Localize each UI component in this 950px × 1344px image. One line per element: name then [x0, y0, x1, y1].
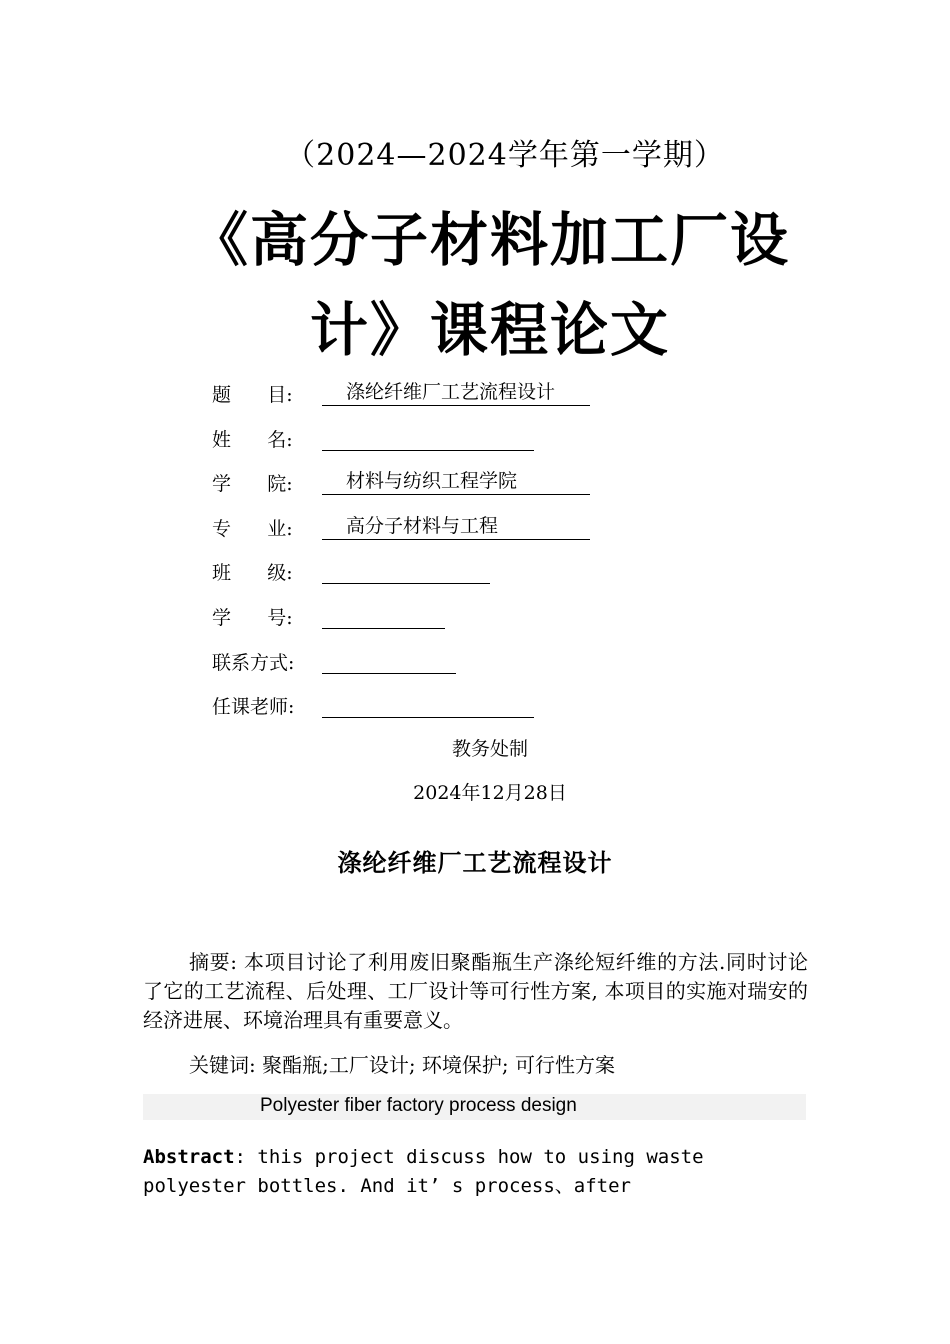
abstract-label: Abstract	[143, 1146, 235, 1168]
english-abstract-line-1	[143, 1143, 808, 1172]
info-value-field	[322, 690, 534, 718]
cover-date: 2024年12月28日	[413, 782, 567, 804]
info-value-field	[322, 646, 456, 674]
info-value-field: 涤纶纤维厂工艺流程设计	[322, 378, 590, 406]
info-label: 学 号:	[212, 606, 293, 629]
info-value-field: 高分子材料与工程	[322, 512, 590, 540]
course-title-line-1: 《高分子材料加工厂设	[190, 206, 791, 274]
info-label: 专 业:	[212, 517, 293, 540]
info-label: 联系方式:	[212, 651, 295, 674]
english-abstract	[143, 1143, 808, 1201]
info-value-field	[322, 556, 490, 584]
semester-heading: （2024—2024学年第一学期）	[285, 138, 725, 173]
info-value-field	[322, 423, 534, 451]
english-title: Polyester fiber factory process design	[260, 1095, 577, 1116]
paper-title: 涤纶纤维厂工艺流程设计	[337, 848, 613, 877]
info-label: 任课老师:	[212, 696, 295, 719]
chinese-abstract: 摘要: 本项目讨论了利用废旧聚酯瓶生产涤纶短纤维的方法.同时讨论了它的工艺流程、后处理、工厂设计等可行性方案, 本项目的实施对瑞安的经济进展、环境治理具有重要意义。	[143, 950, 808, 1032]
info-label: 题 目:	[212, 384, 293, 406]
info-value-field: 材料与纺织工程学院	[322, 467, 590, 495]
english-abstract-text-1: : this project discuss how to using waste	[234, 1146, 704, 1168]
english-abstract-line-2: polyester bottles. And it’ s process、after	[143, 1175, 631, 1197]
info-value-field	[322, 601, 445, 629]
info-label: 班 级:	[212, 562, 293, 585]
info-label: 学 院:	[212, 473, 293, 496]
course-title	[190, 195, 790, 375]
info-label: 姓 名:	[212, 428, 293, 451]
english-title-bar	[143, 1094, 806, 1120]
chinese-keywords: 关键词: 聚酯瓶;工厂设计; 环境保护; 可行性方案	[189, 1053, 616, 1077]
issuing-office: 教务处制	[451, 738, 528, 760]
course-title-line-2: 计》课程论文	[309, 296, 670, 364]
